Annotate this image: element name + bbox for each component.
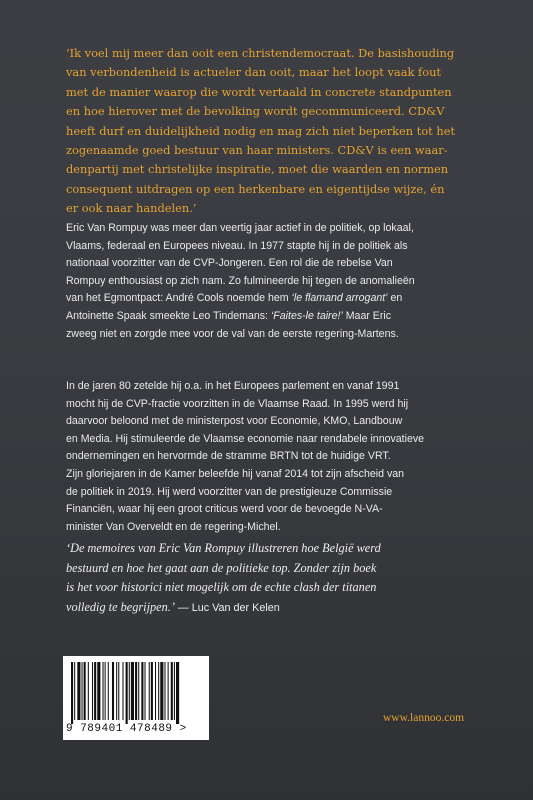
barcode-bar [176, 662, 179, 724]
biography-paragraph-3 [66, 466, 486, 536]
barcode-bar [135, 662, 137, 720]
barcode-bar [149, 662, 150, 720]
quote-line: met de manier waarop die wordt vertaald in concrete standpunten [66, 84, 452, 99]
barcode-bar [145, 662, 146, 720]
isbn-barcode [63, 656, 209, 740]
quote-line: en hoe hierover met de bevolking wordt gecommuniceerd. CD&V [66, 104, 445, 119]
paragraph-line: ondernemingen en hervormde de stramme BRTN tot de huidige VRT. [66, 450, 391, 463]
paragraph-line [66, 290, 486, 308]
barcode-bar [84, 662, 86, 720]
italic-citation: ‘le flamand arrogant’ [291, 292, 388, 305]
quote-line: bestuurd en hoe het gaat aan de politieke top. Zonder zijn boek [66, 560, 377, 575]
quote-text: volledig te begrijpen.’ [66, 599, 175, 614]
paragraph-line: Eric Van Rompuy was meer dan veertig jaar actief in de politiek, op lokaal, [66, 222, 414, 234]
quote-line: denpartij met christelijke inspiratie, moet die waarden en normen [66, 162, 449, 177]
barcode-bar [164, 662, 165, 720]
barcode-bar [112, 662, 114, 720]
biography-paragraph-1 [66, 220, 486, 343]
barcode-bar [129, 662, 130, 720]
text-run: Antoinette Spaak smeekte Leo Tindemans: [66, 309, 271, 322]
barcode-bar [71, 662, 73, 724]
barcode-bar [82, 662, 83, 720]
quote-line: zogenaamde goed bestuur van haar ministers. CD&V is een waar- [66, 143, 448, 158]
barcode-bar [160, 662, 163, 720]
barcode-bar [77, 662, 80, 720]
barcode-bar [138, 662, 139, 720]
barcode-bar [155, 662, 156, 720]
barcode-bar [94, 662, 96, 720]
quote-line: er ook naar handelen.’ [66, 201, 197, 216]
quote-line: heeft durf en duidelijkheid nodig en mag zich niet beperken tot het [66, 123, 456, 138]
italic-citation: ‘Faites-le taire!’ [270, 309, 343, 322]
paragraph-line: minister Van Overveldt en de regering-Michel. [66, 520, 281, 533]
isbn-number: 9 789401 478489 > [66, 723, 187, 735]
barcode-bar [131, 662, 134, 720]
paragraph-line: mocht hij de CVP-fractie voorzitten in de Vlaamse Raad. In 1995 werd hij [66, 397, 409, 410]
barcode-bar [118, 662, 119, 720]
quote-line: ‘Ik voel mij meer dan ooit een christendemocraat. De basishouding [66, 46, 455, 60]
text-run: Maar Eric [342, 309, 392, 322]
barcode-bar [97, 662, 100, 720]
quote-line: van verbondenheid is actueler dan ooit, maar het loopt vaak fout [66, 65, 441, 80]
quote-line [66, 598, 486, 619]
quote-line: is het voor historici niet mogelijk om de echte clash der titanen [66, 580, 377, 595]
barcode-bar [88, 662, 89, 720]
paragraph-line: Financiën, waar hij een groot criticus werd voor de bevoegde N-VA- [66, 503, 383, 516]
paragraph-line: zweeg niet en zorgde mee voor de val van de eerste regering-Martens. [66, 327, 399, 340]
paragraph-line: Rompuy enthousiast op zich nam. Zo fulmineerde hij tegen de anomalieën [66, 274, 415, 287]
barcode-bar [105, 662, 106, 720]
barcode-bar [126, 662, 128, 724]
biography-paragraph-2 [66, 378, 486, 466]
publisher-website: www.lannoo.com [383, 712, 465, 724]
barcode-bar [158, 662, 159, 720]
barcode-bar [108, 662, 109, 720]
paragraph-line: de politiek in 2019. Hij werd voorzitter van de prestigieuze Commissie [66, 485, 393, 498]
paragraph-line: In de jaren 80 zetelde hij o.a. in het Europees parlement en vanaf 1991 [66, 380, 400, 392]
barcode-bar [122, 662, 123, 720]
barcode-bar [151, 662, 153, 720]
paragraph-line: nationaal voorzitter van de CVP-Jongeren. Een rol die de rebelse Van [66, 257, 393, 270]
quote-author: — Luc Van der Kelen [174, 601, 280, 614]
paragraph-line: Vlaams, federaal en Europees niveau. In 1977 stapte hij in de politiek als [66, 239, 408, 252]
paragraph-line [66, 308, 486, 326]
paragraph-line: daarvoor beloond met de ministerpost voor Economie, KMO, Landbouw [66, 415, 403, 428]
paragraph-line: en Media. Hij stimuleerde de Vlaamse economie naar rendabele innovatieve [66, 432, 425, 445]
opening-quote [66, 44, 486, 219]
text-run: van het Egmontpact: André Cools noemde hem [66, 292, 292, 305]
barcode-bar [103, 662, 104, 720]
paragraph-line: Zijn gloriejaren in de Kamer beleefde hij vanaf 2014 tot zijn afscheid van [66, 468, 405, 480]
text-run: en [387, 292, 403, 305]
barcode-bar [116, 662, 117, 720]
barcode-bar [168, 662, 169, 720]
barcode-bar [171, 662, 173, 720]
endorsement-quote [66, 539, 486, 618]
quote-line: consequent uitdragen op een herkenbare en eigentijdse wijze, én [66, 181, 445, 196]
barcode-bar [174, 662, 175, 720]
barcode-bar [141, 662, 143, 720]
barcode-bar [74, 662, 75, 720]
barcode-bar [92, 662, 93, 720]
quote-line: ‘De memoires van Eric Van Rompuy illustreren hoe België werd [66, 541, 381, 555]
